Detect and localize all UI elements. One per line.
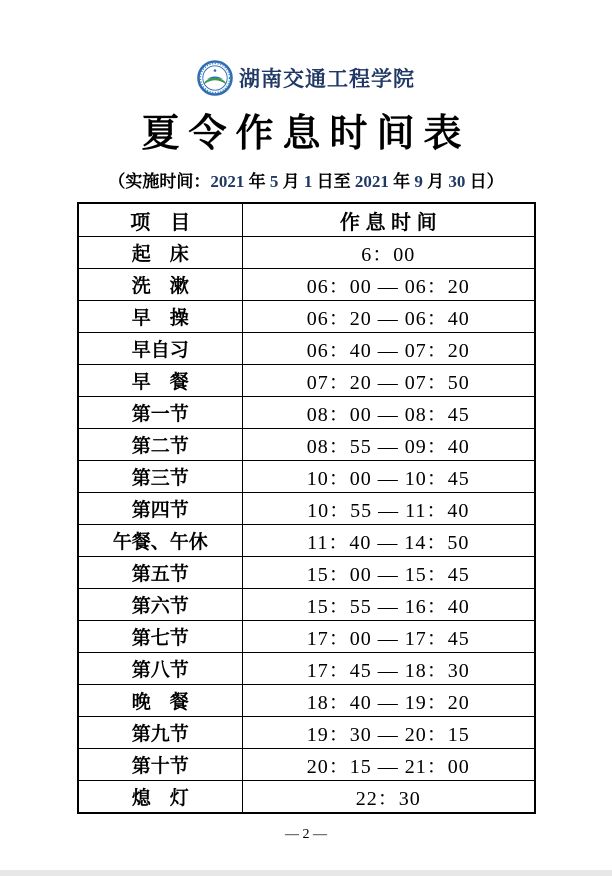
- subtitle-text: 年: [388, 172, 415, 191]
- column-header-item: 项 目: [78, 203, 243, 237]
- schedule-table: [77, 202, 536, 814]
- time-value: 18：40 — 19：20: [243, 685, 535, 717]
- item-name: 早自习: [78, 333, 243, 365]
- date-number: 2021: [210, 172, 245, 191]
- time-value: 11：40 — 14：50: [243, 525, 535, 557]
- table-row: [78, 461, 535, 493]
- table-row: [78, 301, 535, 333]
- table-row: [78, 333, 535, 365]
- time-value: 06：00 — 06：20: [243, 269, 535, 301]
- subtitle-text: 日）: [465, 172, 504, 191]
- table-row: [78, 237, 535, 269]
- scan-edge-strip: [0, 870, 612, 876]
- time-value: 08：00 — 08：45: [243, 397, 535, 429]
- item-name: 第七节: [78, 621, 243, 653]
- item-name: 第四节: [78, 493, 243, 525]
- subtitle-text: （实施时间：: [108, 172, 211, 191]
- page-number: — 2 —: [285, 827, 327, 842]
- table-row: [78, 493, 535, 525]
- item-name: 熄 灯: [78, 781, 243, 814]
- time-value: 08：55 — 09：40: [243, 429, 535, 461]
- page-title: 夏令作息时间表: [141, 113, 471, 155]
- item-name: 起 床: [78, 237, 243, 269]
- item-name: 午餐、午休: [78, 525, 243, 557]
- time-value: 10：00 — 10：45: [243, 461, 535, 493]
- table-row: [78, 781, 535, 814]
- item-name: 第三节: [78, 461, 243, 493]
- table-row: [78, 685, 535, 717]
- item-name: 第六节: [78, 589, 243, 621]
- time-value: 15：55 — 16：40: [243, 589, 535, 621]
- time-value: 06：40 — 07：20: [243, 333, 535, 365]
- table-row: [78, 525, 535, 557]
- school-emblem-icon: [197, 60, 233, 96]
- table-row: [78, 429, 535, 461]
- subtitle-text: 日至: [312, 172, 355, 191]
- table-row: [78, 653, 535, 685]
- time-value: 15：00 — 15：45: [243, 557, 535, 589]
- table-row: [78, 397, 535, 429]
- date-number: 30: [448, 172, 466, 191]
- item-name: 第九节: [78, 717, 243, 749]
- date-number: 5: [269, 172, 279, 191]
- table-row: [78, 749, 535, 781]
- time-value: 07：20 — 07：50: [243, 365, 535, 397]
- item-name: 第八节: [78, 653, 243, 685]
- date-number: 1: [303, 172, 313, 191]
- time-value: 6：00: [243, 237, 535, 269]
- time-value: 10：55 — 11：40: [243, 493, 535, 525]
- table-row: [78, 557, 535, 589]
- item-name: 早 餐: [78, 365, 243, 397]
- column-header-time: 作 息 时 间: [243, 203, 535, 237]
- item-name: 晚 餐: [78, 685, 243, 717]
- time-value: 17：00 — 17：45: [243, 621, 535, 653]
- item-name: 第一节: [78, 397, 243, 429]
- school-name: 湖南交通工程学院: [239, 67, 415, 91]
- table-row: [78, 269, 535, 301]
- time-value: 20：15 — 21：00: [243, 749, 535, 781]
- item-name: 第二节: [78, 429, 243, 461]
- time-value: 06：20 — 06：40: [243, 301, 535, 333]
- time-value: 22：30: [243, 781, 535, 814]
- subtitle-text: 年: [244, 172, 270, 191]
- item-name: 早 操: [78, 301, 243, 333]
- time-value: 19：30 — 20：15: [243, 717, 535, 749]
- table-row: [78, 717, 535, 749]
- school-header: [0, 0, 612, 96]
- table-row: [78, 621, 535, 653]
- item-name: 第十节: [78, 749, 243, 781]
- table-row: [78, 589, 535, 621]
- date-number: 9: [414, 172, 423, 191]
- table-header-row: [78, 203, 535, 237]
- effective-dates: [0, 167, 612, 192]
- item-name: 洗 漱: [78, 269, 243, 301]
- time-value: 17：45 — 18：30: [243, 653, 535, 685]
- subtitle-text: 月: [278, 172, 304, 191]
- table-row: [78, 365, 535, 397]
- date-number: 2021: [354, 172, 389, 191]
- item-name: 第五节: [78, 557, 243, 589]
- subtitle-text: 月: [422, 172, 449, 191]
